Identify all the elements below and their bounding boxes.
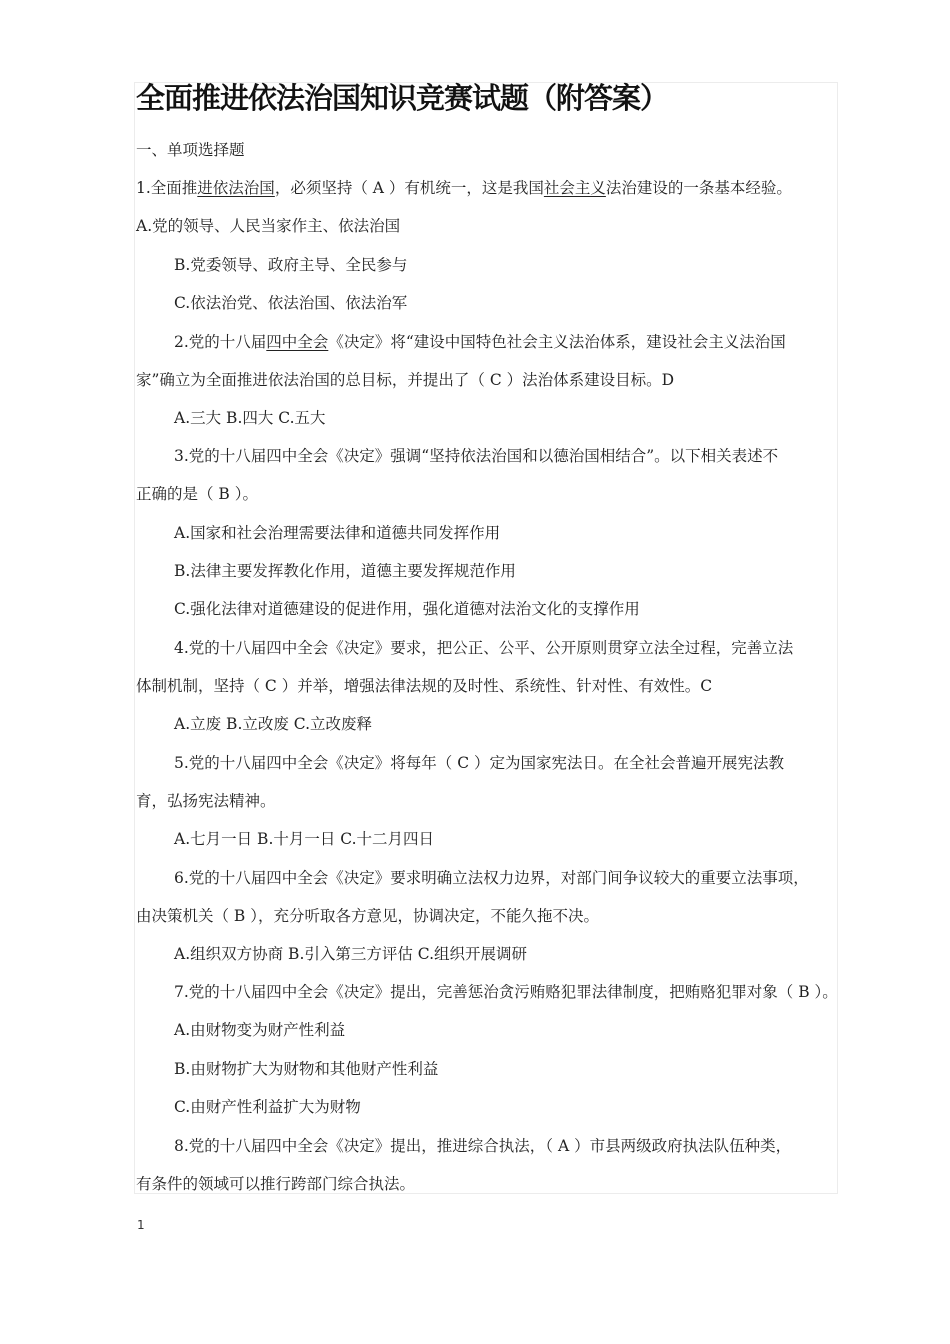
q1-link-socialism[interactable]: 社会主义 [543,179,606,197]
question-2 [174,330,786,352]
q1-option-a: A.党的领导、人民当家作主、依法治国 [136,217,401,235]
q7-option-c: C.由财产性利益扩大为财物 [174,1098,361,1116]
q1-link-rule-of-law[interactable]: 进依法治国 [197,179,275,197]
q2-link-fourth-plenum[interactable]: 四中全会 [266,333,329,351]
q1-text-post: 法治建设的一条基本经验。 [605,179,792,197]
q3-option-c: C.强化法律对道德建设的促进作用，强化道德对法治文化的支撑作用 [174,600,640,618]
question-3: 3.党的十八届四中全会《决定》强调“坚持依法治国和以德治国相结合”。以下相关表述不 [174,447,779,465]
question-3-cont: 正确的是（ B ）。 [136,485,258,503]
question-6-cont: 由决策机关（ B ），充分听取各方意见，协调决定，不能久拖不决。 [136,907,599,925]
question-5-cont: 育，弘扬宪法精神。 [136,792,276,810]
q2-options: A.三大 B.四大 C.五大 [174,409,326,427]
q5-options: A.七月一日 B.十月一日 C.十二月四日 [174,830,435,848]
question-4: 4.党的十八届四中全会《决定》要求，把公正、公平、公开原则贯穿立法全过程，完善立法 [174,639,794,657]
q7-option-b: B.由财物扩大为财物和其他财产性利益 [174,1060,439,1078]
q1-option-c: C.依法治党、依法治国、依法治军 [174,294,408,312]
q6-options: A.组织双方协商 B.引入第三方评估 C.组织开展调研 [174,945,528,963]
question-5: 5.党的十八届四中全会《决定》将每年（ C ）定为国家宪法日。在全社会普遍开展宪法教 [174,754,785,772]
q1-text-mid: ，必须坚持（ A ）有机统一，这是我国 [274,179,544,197]
question-7: 7.党的十八届四中全会《决定》提出，完善惩治贪污贿赂犯罪法律制度，把贿赂犯罪对象（ B ）。 [174,983,838,1001]
question-2-cont: 家”确立为全面推进依法治国的总目标，并提出了（ C ）法治体系建设目标。D [136,371,675,389]
question-8: 8.党的十八届四中全会《决定》提出，推进综合执法，（ A ）市县两级政府执法队伍种类， [174,1137,792,1155]
question-4-cont: 体制机制，坚持（ C ）并举，增强法律法规的及时性、系统性、针对性、有效性。C [136,677,713,695]
question-8-cont: 有条件的领域可以推行跨部门综合执法。 [136,1175,416,1193]
q7-option-a: A.由财物变为财产性利益 [174,1021,346,1039]
section-heading: 一、单项选择题 [136,141,245,159]
q1-option-b: B.党委领导、政府主导、全民参与 [174,256,408,274]
q4-options: A.立废 B.立改废 C.立改废释 [174,715,373,733]
q3-option-a: A.国家和社会治理需要法律和道德共同发挥作用 [174,524,501,542]
q1-text-pre: 1.全面推 [136,179,198,197]
question-1 [136,176,792,198]
document-title: 全面推进依法治国知识竞赛试题（附答案） [136,81,669,115]
q3-option-b: B.法律主要发挥教化作用，道德主要发挥规范作用 [174,562,516,580]
page-number: 1 [137,1218,145,1232]
q2-text-post: 《决定》将“建设中国特色社会主义法治体系，建设社会主义法治国 [328,333,786,351]
q2-text-pre: 2.党的十八届 [174,333,267,351]
question-6: 6.党的十八届四中全会《决定》要求明确立法权力边界，对部门间争议较大的重要立法事项， [174,869,809,887]
